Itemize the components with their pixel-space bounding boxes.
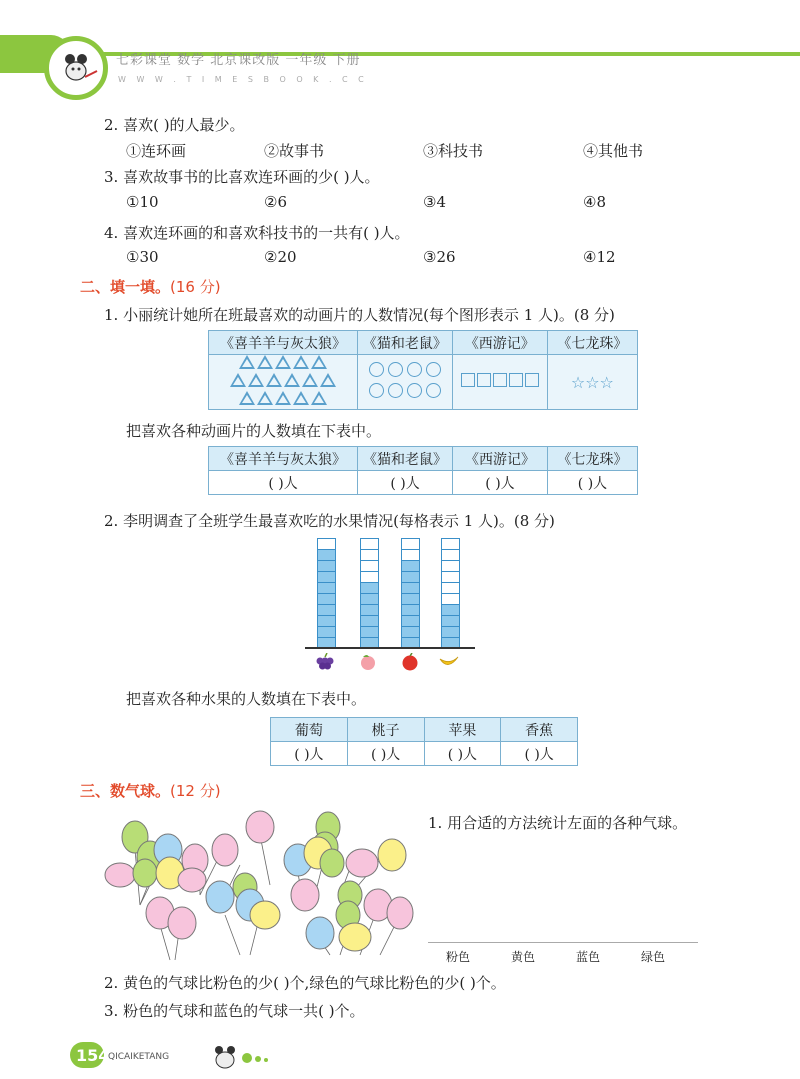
answer-blank[interactable]: ( )人 <box>271 742 348 766</box>
option: ③4 <box>423 193 446 211</box>
mascot-footer-icon <box>205 1036 285 1076</box>
table-header: 《七龙珠》 <box>547 331 637 355</box>
table-header: 桃子 <box>347 718 424 742</box>
table-header: 苹果 <box>424 718 501 742</box>
bar-cell <box>442 539 459 550</box>
bar-桃子 <box>360 538 379 648</box>
bar-cell <box>402 594 419 605</box>
cartoon-pictograph <box>208 330 638 410</box>
triangle-icon <box>209 355 357 409</box>
star-cell <box>547 355 637 410</box>
section-2-heading <box>80 276 221 297</box>
circle-icon <box>358 361 452 403</box>
header-title: 七彩课堂 数学 北京课改版 一年级 下册 <box>116 53 361 68</box>
bar-葡萄 <box>317 538 336 648</box>
table-header: 《喜羊羊与灰太狼》 <box>209 447 358 471</box>
bar-cell <box>402 616 419 627</box>
option: ③26 <box>423 248 456 266</box>
bar-cell <box>442 627 459 638</box>
cartoon-answer-table <box>208 446 638 495</box>
answer-blank[interactable]: ( )人 <box>424 742 501 766</box>
option: ④12 <box>583 248 616 266</box>
bar-cell <box>442 583 459 594</box>
question-2: 2. 喜欢( )的人最少。 <box>104 116 245 134</box>
legend-line <box>428 942 698 943</box>
table-header: 《猫和老鼠》 <box>357 331 452 355</box>
table-header: 《猫和老鼠》 <box>358 447 453 471</box>
question-2-1: 1. 小丽统计她所在班最喜欢的动画片的人数情况(每个图形表示 1 人)。(8 分) <box>104 306 615 324</box>
mascot-logo-icon <box>44 36 108 100</box>
section-points: (12 分) <box>170 782 221 800</box>
bar-cell <box>361 561 378 572</box>
table-header: 香蕉 <box>501 718 578 742</box>
question-4: 4. 喜欢连环画的和喜欢科技书的一共有( )人。 <box>104 224 410 242</box>
answer-blank[interactable]: ( )人 <box>453 471 548 495</box>
option: ④8 <box>583 193 606 211</box>
bar-香蕉 <box>441 538 460 648</box>
bar-cell <box>361 616 378 627</box>
answer-blank[interactable]: ( )人 <box>358 471 453 495</box>
legend-green: 绿色 <box>641 950 666 964</box>
bar-cell <box>442 561 459 572</box>
question-3-2: 2. 黄色的气球比粉色的少( )个,绿色的气球比粉色的少( )个。 <box>104 974 506 992</box>
legend-blue: 蓝色 <box>576 950 601 964</box>
question-2-2: 2. 李明调查了全班学生最喜欢吃的水果情况(每格表示 1 人)。(8 分) <box>104 512 555 530</box>
bar-cell <box>402 539 419 550</box>
option: ②20 <box>264 248 297 266</box>
bar-cell <box>318 627 335 638</box>
option: ①10 <box>126 193 159 211</box>
answer-blank[interactable]: ( )人 <box>547 471 637 495</box>
grape-icon <box>314 653 336 671</box>
bar-cell <box>402 572 419 583</box>
bar-cell <box>318 539 335 550</box>
square-cell <box>452 355 547 410</box>
footer-brand: QICAIKETANG <box>108 1052 170 1062</box>
fruit-answer-table <box>270 717 578 766</box>
apple-icon <box>399 653 421 671</box>
section-title: 三、数气球。 <box>80 782 171 800</box>
bar-cell <box>318 583 335 594</box>
bar-cell <box>442 594 459 605</box>
section-3-heading <box>80 780 221 801</box>
legend-pink: 粉色 <box>446 950 471 964</box>
table-header: 《七龙珠》 <box>547 447 637 471</box>
table-header: 《西游记》 <box>453 447 548 471</box>
chart-baseline <box>305 647 475 649</box>
question-3-3: 3. 粉色的气球和蓝色的气球一共( )个。 <box>104 1002 365 1020</box>
balloons-illustration <box>100 805 420 965</box>
bar-cell <box>318 605 335 616</box>
page-number: 154 <box>76 1046 110 1065</box>
fruit-bar-chart <box>305 533 475 648</box>
star-icon: ☆☆☆ <box>570 372 614 392</box>
bar-cell <box>442 616 459 627</box>
option: ①30 <box>126 248 159 266</box>
bar-cell <box>442 572 459 583</box>
option: ④其他书 <box>583 142 644 160</box>
bar-cell <box>442 605 459 616</box>
bar-苹果 <box>401 538 420 648</box>
question-3: 3. 喜欢故事书的比喜欢连环画的少( )人。 <box>104 168 380 186</box>
square-icon <box>460 375 540 391</box>
circle-cell <box>357 355 452 410</box>
option: ①连环画 <box>126 142 187 160</box>
bar-cell <box>361 550 378 561</box>
bar-cell <box>318 561 335 572</box>
answer-blank[interactable]: ( )人 <box>209 471 358 495</box>
legend-yellow: 黄色 <box>511 950 536 964</box>
section-title: 二、填一填。 <box>80 278 171 296</box>
bar-cell <box>361 594 378 605</box>
bar-cell <box>318 594 335 605</box>
question-3-1: 1. 用合适的方法统计左面的各种气球。 <box>428 814 688 832</box>
option: ②故事书 <box>264 142 325 160</box>
bar-cell <box>361 583 378 594</box>
header-url: W W W . T I M E S B O O K . C C <box>118 75 368 84</box>
bar-cell <box>318 572 335 583</box>
bar-cell <box>402 605 419 616</box>
answer-blank[interactable]: ( )人 <box>501 742 578 766</box>
table-header: 葡萄 <box>271 718 348 742</box>
triangle-cell <box>209 355 358 410</box>
answer-blank[interactable]: ( )人 <box>347 742 424 766</box>
instruction-cartoon: 把喜欢各种动画片的人数填在下表中。 <box>126 422 382 440</box>
instruction-fruit: 把喜欢各种水果的人数填在下表中。 <box>126 690 367 708</box>
table-header: 《喜羊羊与灰太狼》 <box>209 331 358 355</box>
option: ③科技书 <box>423 142 484 160</box>
bar-cell <box>318 616 335 627</box>
option: ②6 <box>264 193 287 211</box>
bar-cell <box>402 627 419 638</box>
table-header: 《西游记》 <box>452 331 547 355</box>
banana-icon <box>438 653 460 671</box>
peach-icon <box>357 653 379 671</box>
section-points: (16 分) <box>170 278 221 296</box>
bar-cell <box>361 627 378 638</box>
bar-cell <box>361 572 378 583</box>
bar-cell <box>402 583 419 594</box>
bar-cell <box>318 550 335 561</box>
bar-cell <box>402 561 419 572</box>
bar-cell <box>361 539 378 550</box>
bar-cell <box>402 550 419 561</box>
bar-cell <box>361 605 378 616</box>
bar-cell <box>442 550 459 561</box>
